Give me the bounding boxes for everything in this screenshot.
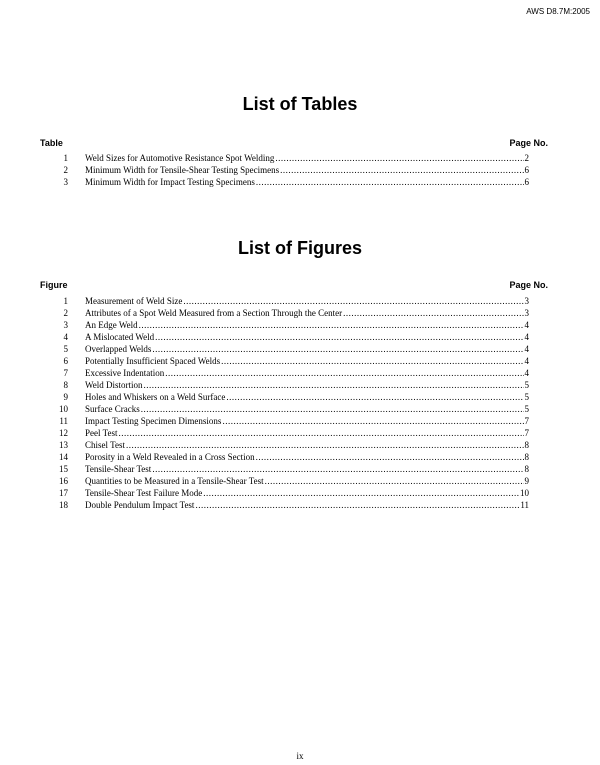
figure-entry[interactable]: [52, 331, 529, 343]
dot-leader: [126, 439, 524, 451]
list-of-figures-title: List of Figures: [237, 238, 362, 258]
tables-column-header: Table: [40, 138, 63, 148]
entry-number: 7: [63, 368, 68, 378]
entry-page: 6: [524, 177, 529, 187]
dot-leader: [343, 307, 523, 319]
entry-number: 11: [59, 416, 68, 426]
entry-number: 1: [63, 296, 68, 306]
entry-page: 9: [524, 476, 529, 486]
entry-page: 4: [524, 356, 529, 366]
entry-title: Weld Sizes for Automotive Resistance Spot Welding: [85, 153, 275, 163]
entry-page: 3: [524, 296, 529, 306]
entry-number: 13: [59, 440, 68, 450]
entry-title: An Edge Weld: [85, 320, 138, 330]
document-code: AWS D8.7M:2005: [526, 7, 590, 16]
entry-title: Minimum Width for Tensile-Shear Testing Specimens: [85, 165, 280, 175]
dot-leader: [118, 427, 523, 439]
entry-title: Impact Testing Specimen Dimensions: [85, 416, 222, 426]
table-entry[interactable]: [52, 152, 529, 164]
entry-number: 5: [63, 344, 68, 354]
entry-page: 11: [520, 500, 529, 510]
dot-leader: [152, 343, 523, 355]
entry-number: 8: [63, 380, 68, 390]
entry-number: 2: [63, 165, 68, 175]
entry-title: Excessive Indentation: [85, 368, 165, 378]
entry-number: 14: [59, 452, 68, 462]
entry-title: Overlapped Welds: [85, 344, 152, 354]
entry-title: Attributes of a Spot Weld Measured from a Section Through the Center: [85, 308, 343, 318]
entry-number: 15: [59, 464, 68, 474]
dot-leader: [280, 164, 523, 176]
entry-number: 12: [59, 428, 68, 438]
entry-number: 3: [63, 177, 68, 187]
dot-leader: [195, 499, 519, 511]
entry-page: 5: [524, 380, 529, 390]
entry-number: 16: [59, 476, 68, 486]
figure-entry[interactable]: [52, 415, 529, 427]
entry-number: 3: [63, 320, 68, 330]
figure-entry[interactable]: [52, 427, 529, 439]
tables-list: [52, 152, 529, 188]
tables-page-no-header: Page No.: [509, 138, 548, 148]
entry-number: 9: [63, 392, 68, 402]
entry-page: 4: [524, 368, 529, 378]
entry-number: 4: [63, 332, 68, 342]
entry-title: Minimum Width for Impact Testing Specimens: [85, 177, 255, 187]
figures-list: [52, 295, 529, 511]
entry-title: Quantities to be Measured in a Tensile-Shear Test: [85, 476, 264, 486]
entry-page: 5: [524, 404, 529, 414]
entry-title: Tensile-Shear Test Failure Mode: [85, 488, 203, 498]
entry-page: 8: [524, 452, 529, 462]
dot-leader: [203, 487, 519, 499]
figures-column-header: Figure: [40, 280, 68, 290]
entry-title: Measurement of Weld Size: [85, 296, 183, 306]
entry-number: 6: [63, 356, 68, 366]
dot-leader: [165, 367, 523, 379]
figures-page-no-header: Page No.: [509, 280, 548, 290]
entry-title: Peel Test: [85, 428, 118, 438]
figure-entry[interactable]: [52, 295, 529, 307]
entry-page: 4: [524, 344, 529, 354]
figure-entry[interactable]: [52, 343, 529, 355]
entry-number: 10: [59, 404, 68, 414]
entry-page: 10: [520, 488, 529, 498]
dot-leader: [152, 463, 523, 475]
entry-number: 1: [63, 153, 68, 163]
entry-page: 7: [524, 428, 529, 438]
figure-entry[interactable]: [52, 499, 529, 511]
entry-number: 2: [63, 308, 68, 318]
entry-page: 6: [524, 165, 529, 175]
figure-entry[interactable]: [52, 463, 529, 475]
entry-number: 17: [59, 488, 68, 498]
figure-entry[interactable]: [52, 319, 529, 331]
entry-title: Holes and Whiskers on a Weld Surface: [85, 392, 226, 402]
entry-title: Potentially Insufficient Spaced Welds: [85, 356, 221, 366]
table-entry[interactable]: [52, 176, 529, 188]
entry-title: Double Pendulum Impact Test: [85, 500, 195, 510]
entry-page: 3: [524, 308, 529, 318]
dot-leader: [141, 403, 524, 415]
dot-leader: [221, 355, 523, 367]
table-entry[interactable]: [52, 164, 529, 176]
figure-entry[interactable]: [52, 307, 529, 319]
entry-title: Chisel Test: [85, 440, 125, 450]
dot-leader: [265, 475, 524, 487]
figure-entry[interactable]: [52, 379, 529, 391]
figure-entry[interactable]: [52, 451, 529, 463]
entry-title: Porosity in a Weld Revealed in a Cross Section: [85, 452, 255, 462]
entry-title: Tensile-Shear Test: [85, 464, 152, 474]
entry-page: 4: [524, 320, 529, 330]
page-number: ix: [296, 751, 304, 761]
dot-leader: [256, 176, 524, 188]
entry-page: 4: [524, 332, 529, 342]
dot-leader: [275, 152, 523, 164]
dot-leader: [222, 415, 523, 427]
figure-entry[interactable]: [52, 439, 529, 451]
list-of-tables-title: List of Tables: [242, 94, 358, 114]
dot-leader: [256, 451, 524, 463]
entry-page: 8: [524, 440, 529, 450]
entry-title: Weld Distortion: [85, 380, 143, 390]
entry-number: 18: [59, 500, 68, 510]
dot-leader: [155, 331, 523, 343]
figure-entry[interactable]: [52, 403, 529, 415]
entry-page: 7: [524, 416, 529, 426]
figure-entry[interactable]: [52, 487, 529, 499]
dot-leader: [226, 391, 523, 403]
entry-page: 8: [524, 464, 529, 474]
figure-entry[interactable]: [52, 391, 529, 403]
entry-page: 2: [524, 153, 529, 163]
dot-leader: [183, 295, 523, 307]
figure-entry[interactable]: [52, 475, 529, 487]
dot-leader: [144, 379, 524, 391]
figure-entry[interactable]: [52, 355, 529, 367]
dot-leader: [139, 319, 524, 331]
figure-entry[interactable]: [52, 367, 529, 379]
entry-title: A Mislocated Weld: [85, 332, 155, 342]
entry-page: 5: [524, 392, 529, 402]
entry-title: Surface Cracks: [85, 404, 140, 414]
